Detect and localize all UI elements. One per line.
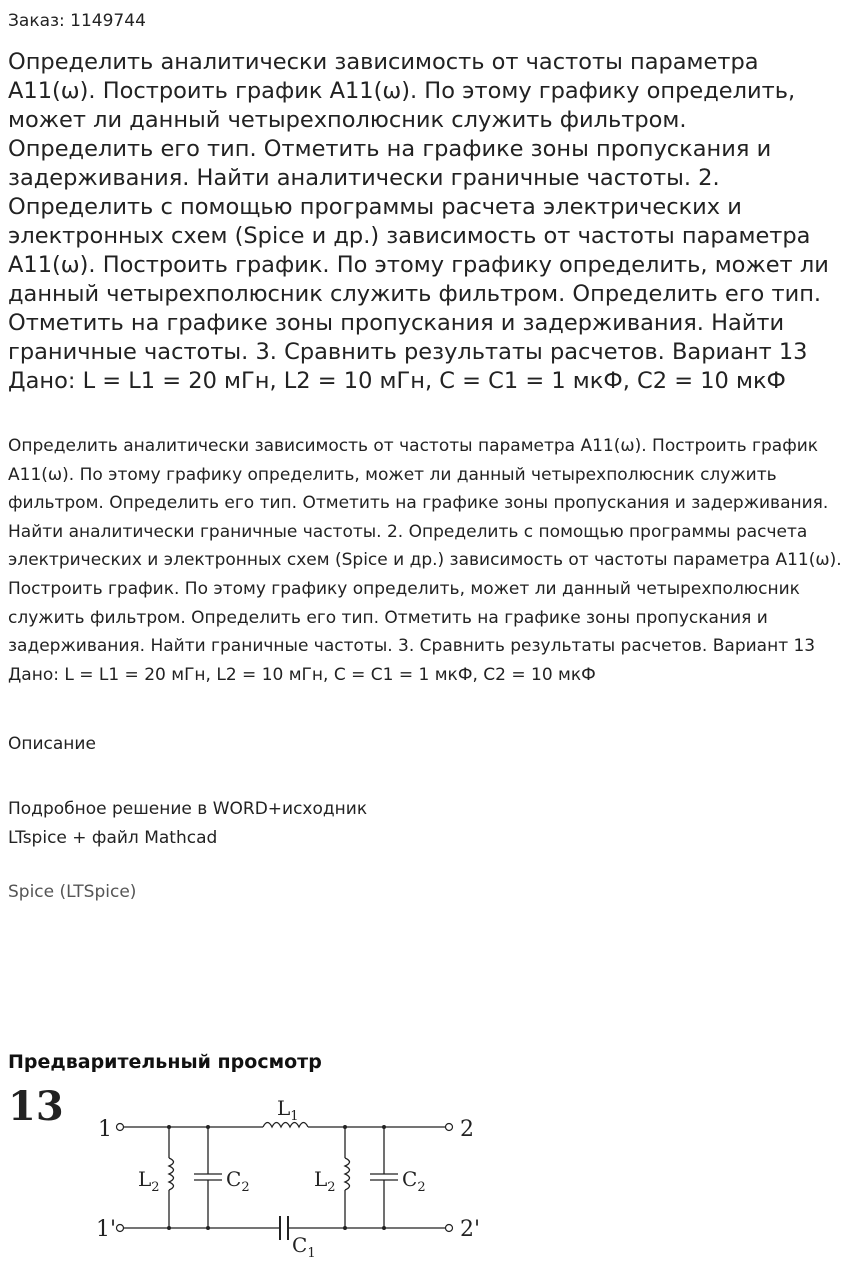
order-number: Заказ: 1149744 (8, 11, 146, 31)
label-C2-left: $C_2$ (226, 1167, 250, 1195)
description-text (8, 795, 367, 852)
label-L1: $L_1$ (277, 1096, 299, 1124)
circuit-diagram (0, 1076, 500, 1266)
software-tag: Spice (LTSpice) (8, 882, 137, 902)
shunt-inductor-right (345, 1127, 350, 1228)
terminal-label-2: 2 (460, 1117, 474, 1142)
variant-number: 13 (8, 1083, 64, 1130)
series-capacitor (280, 1216, 288, 1240)
description-line: Подробное решение в WORD+исходник (8, 799, 368, 819)
task-text: Определить аналитически зависимость от частоты параметра A11(ω). Построить график A11(ω). По этому графику определить, может ли данный четырехполюсник служить фильтром. Определить его тип. Отметить на графике зоны пропускания и задерживания. Найти аналитически граничные частоты. 2. Определить с помощью программы расчета электрических и электронных схем (Spice и др.) зависимость от частоты параметра A11(ω). Построить график. По этому графику определить, может ли данный четырехполюсник служить фильтром. Определить его тип. Отметить на графике зоны пропускания и задерживания. Найти граничные частоты. 3. Сравнить результаты расчетов. Вариант 13 Дано: L = L1 = 20 мГн, L2 = 10 мГн, C = C1 = 1 мкФ, C2 = 10 мкФ (8, 436, 842, 685)
label-C2-right: $C_2$ (402, 1167, 426, 1195)
shunt-capacitor-left (194, 1127, 222, 1228)
shunt-capacitor-right (370, 1127, 398, 1228)
label-L2-left: $L_2$ (138, 1167, 160, 1195)
description-line: LTspice + файл Mathcad (8, 827, 218, 848)
top-rail (124, 1123, 445, 1128)
label-L2-right: $L_2$ (314, 1167, 336, 1195)
junction-dots (167, 1125, 386, 1230)
terminal-label-1-prime: 1' (96, 1217, 117, 1242)
label-C1: $C_1$ (292, 1233, 316, 1261)
description-label: Описание (8, 734, 96, 754)
terminal-label-1: 1 (98, 1117, 112, 1142)
shunt-inductor-left (169, 1127, 174, 1228)
terminal-label-2-prime: 2' (460, 1217, 481, 1242)
preview-heading: Предварительный просмотр (8, 1051, 322, 1073)
task-title: Определить аналитически зависимость от частоты параметра A11(ω). Построить график A11(ω). По этому графику определить, может ли данный четырехполюсник служить фильтром. Определить его тип. Отметить на графике зоны пропускания и задерживания. Найти аналитически граничные частоты. 2. Определить с помощью программы расчета электрических и электронных схем (Spice и др.) зависимость от частоты параметра A11(ω). Построить график. По этому графику определить, может ли данный четырехполюсник служить фильтром. Определить его тип. Отметить на графике зоны пропускания и задерживания. Найти граничные частоты. 3. Сравнить результаты расчетов. Вариант 13 Дано: L = L1 = 20 мГн, L2 = 10 мГн, C = C1 = 1 мкФ, C2 = 10 мкФ (8, 49, 829, 394)
